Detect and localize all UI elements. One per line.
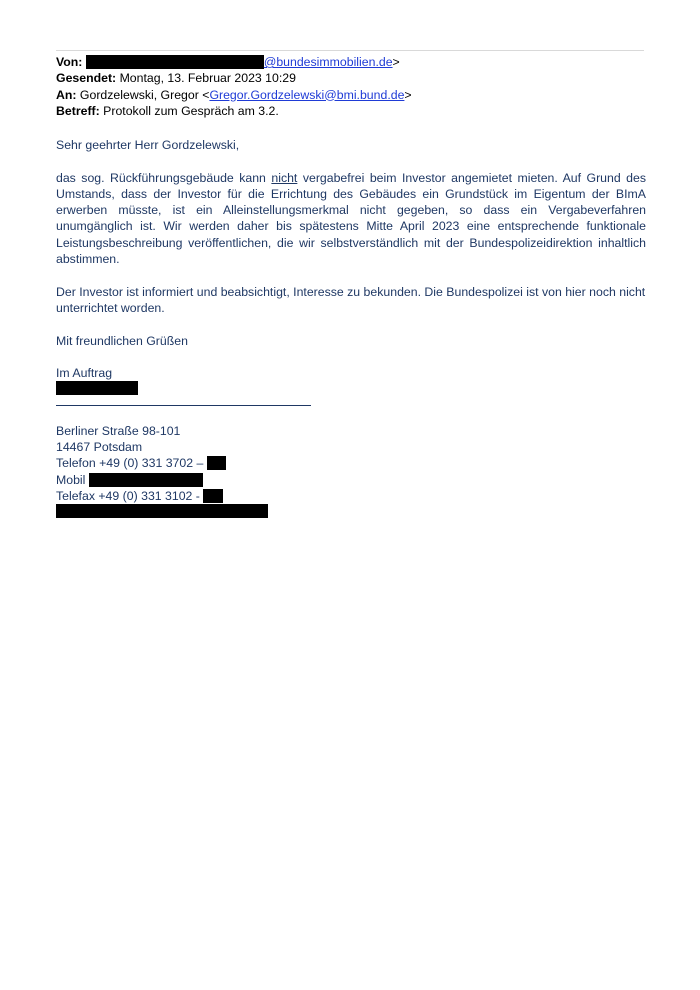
underlined-word: nicht: [271, 170, 298, 185]
signature-mobile-row: [56, 472, 646, 488]
subject-label: Betreff:: [56, 103, 100, 118]
header-divider: [56, 50, 644, 51]
sent-label: Gesendet:: [56, 71, 117, 86]
paragraph-2: Der Investor ist informiert und beabsichtigt, Interesse zu bekunden. Die Bundespolizei ist von hier noch nicht unterrichtet worden.: [56, 284, 646, 315]
redaction-phone: [207, 456, 226, 470]
sent-row: [56, 70, 656, 86]
to-email-link[interactable]: Gregor.Gordzelewski@bmi.bund.de: [209, 87, 405, 102]
signature-fax-row: [56, 488, 646, 504]
signature-phone-row: [56, 455, 646, 471]
closing: Mit freundlichen Grüßen: [56, 333, 188, 348]
redaction-email: [56, 504, 268, 518]
to-name: Gordzelewski, Gregor <: [79, 87, 210, 102]
signature-block: [56, 423, 646, 523]
to-label: An:: [56, 87, 77, 102]
salutation: Sehr geehrter Herr Gordzelewski,: [56, 138, 240, 152]
from-close: >: [392, 55, 400, 69]
subject-value: Protokoll zum Gespräch am 3.2.: [103, 103, 279, 118]
signature-email-row: [56, 504, 646, 522]
paragraph-1: [56, 170, 646, 268]
signature-city: 14467 Potsdam: [56, 440, 143, 455]
signature-street: Berliner Straße 98-101: [56, 423, 181, 438]
redaction-from-name: [86, 55, 264, 69]
to-close: >: [404, 87, 412, 102]
redaction-mobile: [89, 473, 203, 487]
redaction-fax: [203, 489, 223, 503]
signature-fax: Telefax +49 (0) 331 3102 -: [56, 488, 204, 503]
from-label: Von:: [56, 55, 83, 69]
sent-value: Montag, 13. Februar 2023 10:29: [119, 71, 296, 86]
email-header: [56, 54, 656, 119]
redaction-signer: [56, 381, 646, 399]
paragraph-1-rest: vergabefrei beim Investor angemietet mieten. Auf Grund des Umstands, dass der Investor für die Errichtung des Gebäudes ein Grundstück im Eigentum der BImA erwerben müsste, ist ein Alleinstellungsmerkmal nicht gegeben, so dass ein Vergabeverfahren unumgänglich ist. Wir werden daher bis spätestens Mitte April 2023 eine entsprechende funktionale Leistungsbeschreibung veröffentlichen, die wir selbstverständlich mit der Bundespolizeidirektion inhaltlich abstimmen.: [56, 170, 646, 267]
from-row: [56, 54, 656, 70]
paragraph-1-start: das sog. Rückführungsgebäude kann: [56, 170, 272, 185]
subject-row: [56, 103, 656, 119]
from-email-link[interactable]: @bundesimmobilien.de: [263, 55, 393, 69]
signature-divider: [56, 405, 311, 406]
email-body: [56, 137, 646, 523]
signature-mobile: Mobil: [56, 472, 89, 487]
signature-phone: Telefon +49 (0) 331 3702 –: [56, 456, 207, 471]
to-row: [56, 87, 656, 103]
im-auftrag: Im Auftrag: [56, 366, 113, 381]
redaction-signer-block: [56, 381, 138, 395]
